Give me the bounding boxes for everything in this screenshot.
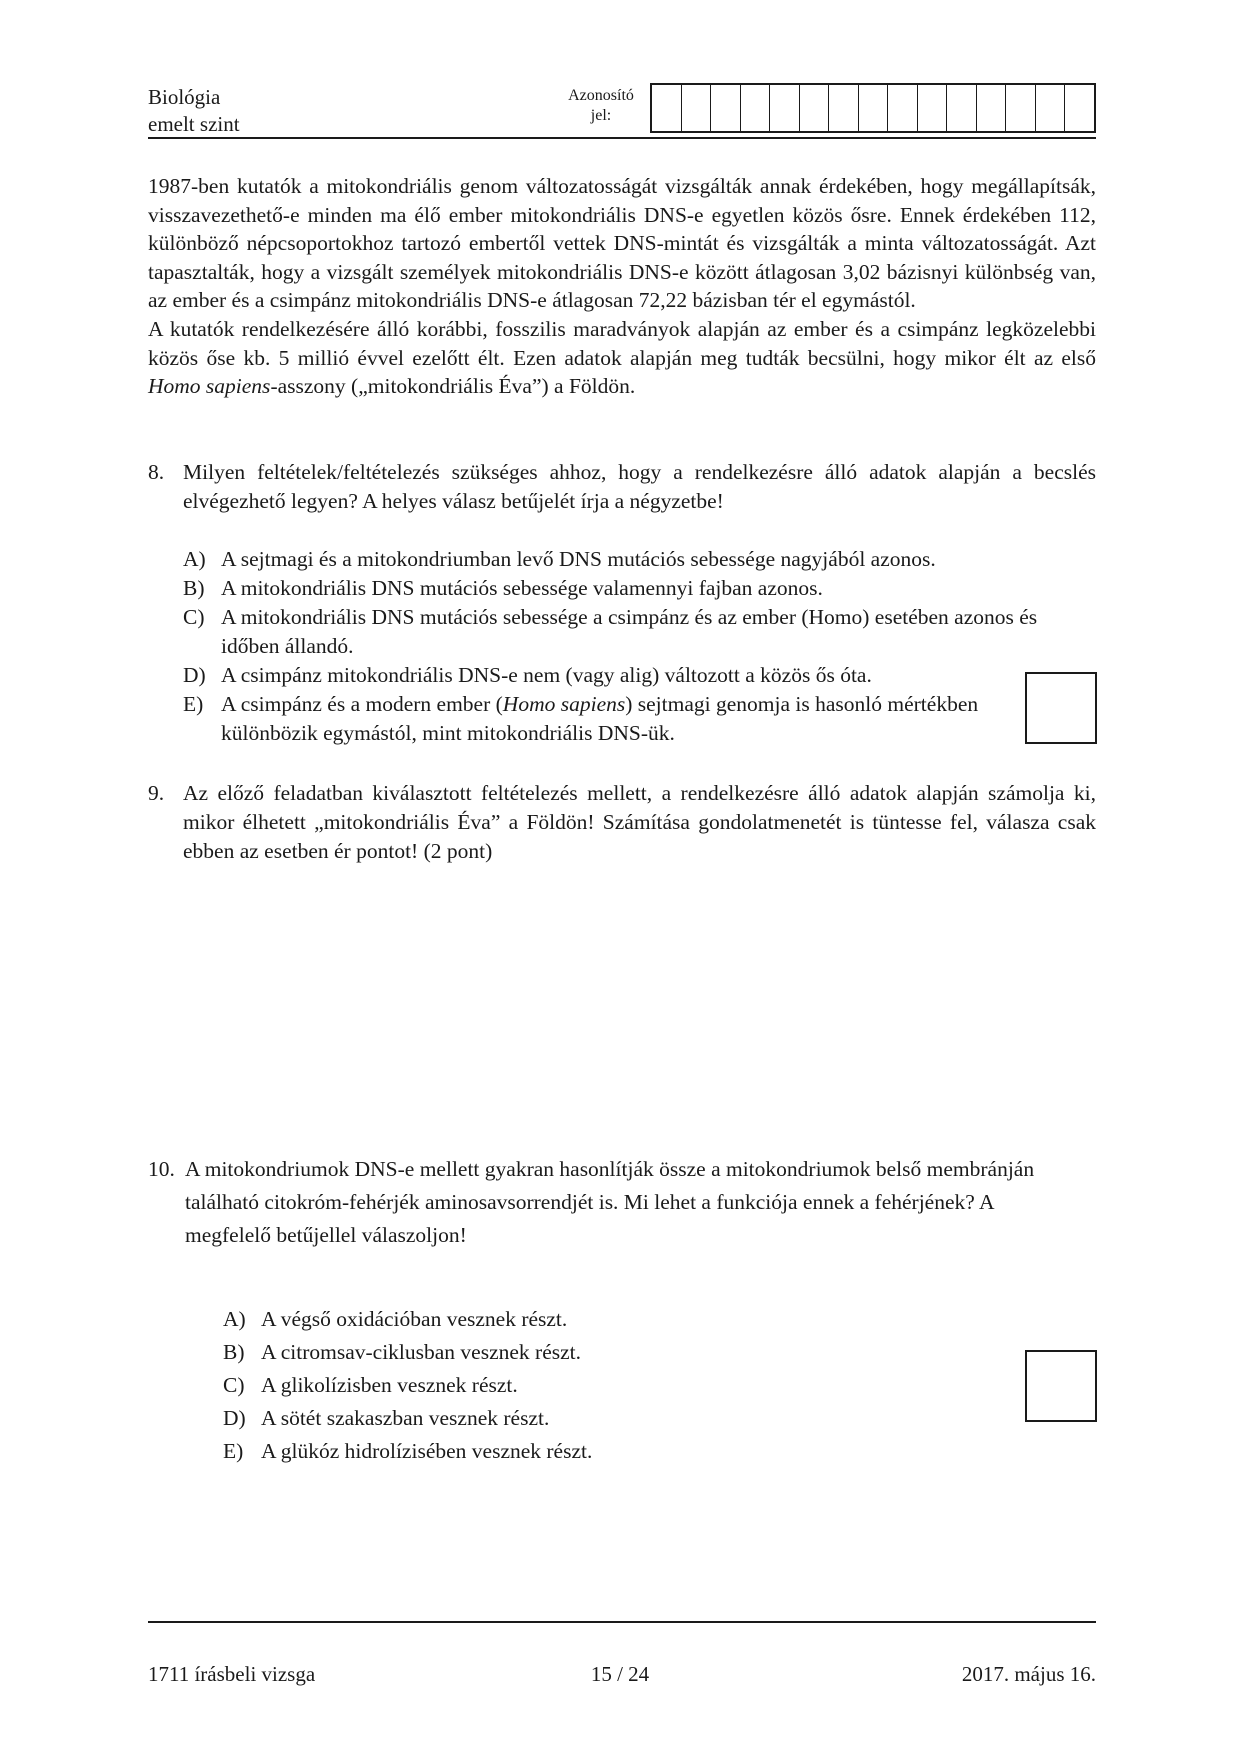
question-9-number: 9. [148, 781, 165, 805]
id-code-cell[interactable] [829, 85, 859, 131]
id-code-cell[interactable] [770, 85, 800, 131]
q10-option-b: B) A citromsav-ciklusban vesznek részt. [223, 1340, 582, 1364]
header-divider [148, 137, 1096, 139]
id-label [560, 86, 642, 126]
id-code-cell[interactable] [918, 85, 948, 131]
q10-answer-box[interactable] [1025, 1350, 1097, 1422]
question-10-number: 10. [148, 1157, 175, 1181]
q10-option-c: C) A glikolízisben vesznek részt. [223, 1373, 518, 1397]
q8-option-e: E) A csimpánz és a modern ember (Homo sapiens) sejtmagi genomja is hasonló mértékben különbözik egymástól, mint mitokondriális DNS-ük. [183, 692, 979, 745]
question-10-text: A mitokondriumok DNS-e mellett gyakran hasonlítják össze a mitokondriumok belső membránján található citokróm-fehérjék aminosavsorrendjét is. Mi lehet a funkciója ennek a fehérjének? A megfelelő betűjellel válaszoljon! [185, 1157, 1035, 1247]
id-label-line2: jel: [590, 107, 612, 124]
footer-page-number: 15 / 24 [590, 1662, 650, 1686]
q10-option-a: A) A végső oxidációban vesznek részt. [223, 1307, 568, 1331]
question-8-number: 8. [148, 460, 165, 484]
intro-text [148, 172, 1096, 401]
question-8-options [183, 545, 1073, 748]
id-code-cell[interactable] [947, 85, 977, 131]
q10-option-e: E) A glükóz hidrolízisében vesznek részt. [223, 1439, 593, 1463]
intro-paragraph-1: 1987-ben kutatók a mitokondriális genom változatosságát vizsgálták annak érdekében, hogy megállapítsák, visszavezethető-e minden ma élő ember mitokondriális DNS-e egyetlen közös ősre. Ennek érdekében 112, különböző népcsoportokhoz tartozó embertől vettek DNS-mintát és vizsgálták a minta változatosságát. Azt tapasztalták, hogy a vizsgált személyek mitokondriális DNS-e között átlagosan 3,02 bázisnyi különbség van, az ember és a csimpánz mitokondriális DNS-e átlagosan 72,22 bázisban tér el egymástól. [148, 174, 1096, 313]
q9-answer-area[interactable] [183, 875, 1096, 1135]
intro-paragraph-2 [148, 315, 1096, 401]
id-code-cell[interactable] [682, 85, 712, 131]
q8-option-d: D) A csimpánz mitokondriális DNS-e nem (vagy alig) változott a közös ős óta. [183, 663, 872, 687]
question-9-text: Az előző feladatban kiválasztott feltételezés mellett, a rendelkezésre álló adatok alapján számolja ki, mikor élhetett „mitokondriális Éva” a Földön! Számítása gondolatmenetét is tüntesse fel, válasza csak ebben az esetben ér pontot! (2 pont) [183, 781, 1096, 863]
subject-title: Biológia [148, 85, 221, 109]
question-8-text: Milyen feltételek/feltételezés szükséges ahhoz, hogy a rendelkezésre álló adatok alapján a becslés elvégezhető legyen? A helyes válasz betűjelét írja a négyzetbe! [183, 460, 1096, 513]
id-code-cell[interactable] [1065, 85, 1094, 131]
q10-option-d: D) A sötét szakaszban vesznek részt. [223, 1406, 550, 1430]
id-code-cell[interactable] [859, 85, 889, 131]
intro-p2-text-end: -asszony („mitokondriális Éva”) a Földön. [270, 374, 636, 399]
id-code-cell[interactable] [888, 85, 918, 131]
footer-exam-code: 1711 írásbeli vizsga [148, 1662, 316, 1686]
intro-p2-text: A kutatók rendelkezésére álló korábbi, fosszilis maradványok alapján az ember és a csimpánz legközelebbi közös őse kb. 5 millió évvel ezelőtt élt. Ezen adatok alapján meg tudták becsülni, hogy mikor élt az első [148, 316, 1096, 370]
id-code-cell[interactable] [652, 85, 682, 131]
id-code-cell[interactable] [1036, 85, 1066, 131]
id-code-cell[interactable] [1006, 85, 1036, 131]
id-code-cell[interactable] [741, 85, 771, 131]
id-code-cell[interactable] [977, 85, 1007, 131]
footer-date: 2017. május 16. [961, 1662, 1096, 1686]
q8-answer-box[interactable] [1025, 672, 1097, 744]
id-label-line1: Azonosító [568, 87, 634, 104]
subject-level: emelt szint [148, 112, 240, 136]
q8-option-b: B) A mitokondriális DNS mutációs sebessége valamennyi fajban azonos. [183, 576, 823, 600]
q8-option-c: C) A mitokondriális DNS mutációs sebessége a csimpánz és az ember (Homo) esetében azonos és időben állandó. [183, 605, 1038, 658]
footer-divider [148, 1621, 1096, 1623]
id-code-cell[interactable] [800, 85, 830, 131]
q8-option-a: A) A sejtmagi és a mitokondriumban levő DNS mutációs sebessége nagyjából azonos. [183, 547, 936, 571]
id-code-cell[interactable] [711, 85, 741, 131]
question-10-options [223, 1303, 823, 1468]
header-subject [148, 84, 240, 138]
id-code-grid [650, 83, 1096, 133]
intro-p2-italic: Homo sapiens [148, 374, 271, 399]
